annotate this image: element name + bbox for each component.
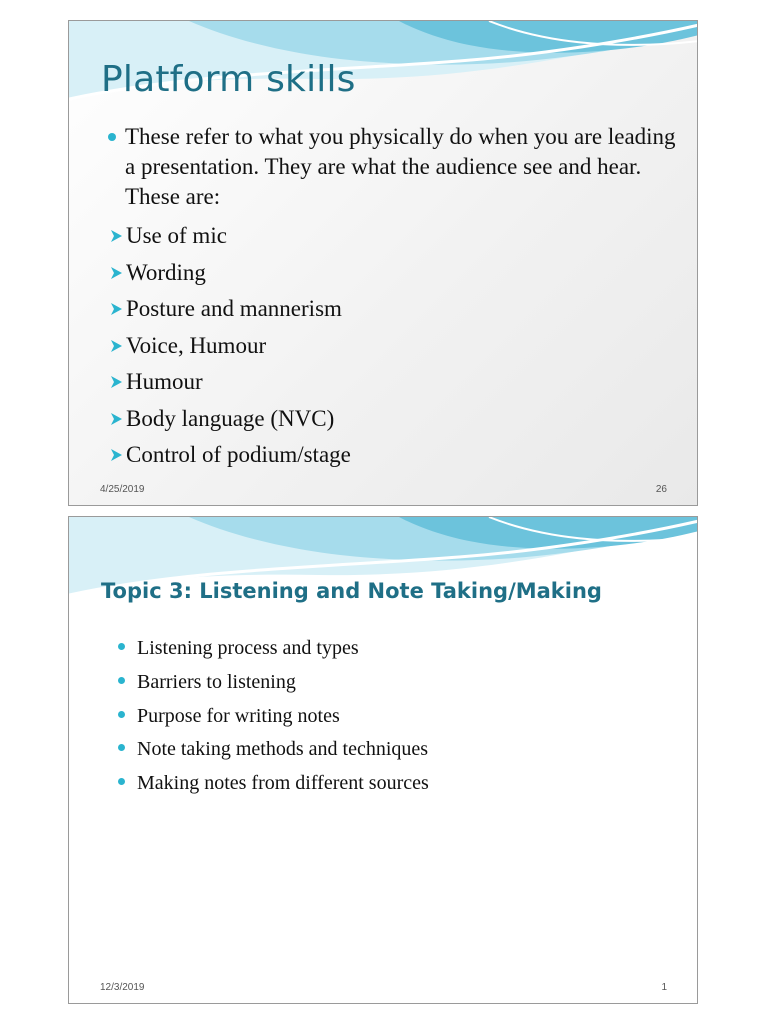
list-item	[107, 255, 677, 292]
list-item-text: Wording	[126, 259, 206, 285]
list-item-text: Voice, Humour	[126, 332, 267, 358]
list-item	[117, 734, 677, 768]
slide-date: 12/3/2019	[100, 982, 145, 993]
bullet-dot-icon	[118, 677, 125, 684]
slide-body	[107, 122, 677, 474]
arrow-bullet-icon	[107, 300, 125, 318]
list-item-text: Purpose for writing notes	[137, 704, 340, 727]
slide-topic-3	[68, 516, 698, 1004]
slide-page-number: 1	[661, 982, 667, 993]
list-item	[117, 633, 677, 667]
arrow-bullet-icon	[107, 373, 125, 391]
slide-title: Topic 3: Listening and Note Taking/Making	[101, 579, 602, 603]
bullet-dot-icon	[118, 643, 125, 650]
list-item-text: Use of mic	[126, 223, 227, 249]
list-item-text: Note taking methods and techniques	[137, 738, 429, 761]
list-item	[107, 401, 677, 438]
slide-title: Platform skills	[101, 59, 356, 100]
arrow-bullet-icon	[107, 264, 125, 282]
arrow-bullet-icon	[107, 227, 125, 245]
list-item-text: Making notes from different sources	[137, 772, 429, 795]
slide-date: 4/25/2019	[100, 484, 145, 495]
topics-list	[117, 633, 677, 802]
list-item	[107, 437, 677, 474]
list-item-text: Humour	[126, 369, 203, 395]
bullet-dot-icon	[118, 711, 125, 718]
list-item-text: Body language (NVC)	[126, 405, 335, 431]
bullet-dot-icon	[118, 778, 125, 785]
list-item	[117, 667, 677, 701]
bullet-dot-icon	[108, 133, 116, 141]
skills-list	[107, 218, 677, 474]
slide-platform-skills	[68, 20, 698, 506]
bullet-dot-icon	[118, 744, 125, 751]
list-item-text: Listening process and types	[137, 637, 359, 659]
intro-bullet	[107, 122, 677, 212]
list-item	[107, 291, 677, 328]
intro-text: These refer to what you physically do when you are leading a presentation. They are what the audience see and hear. These are:	[125, 124, 676, 209]
list-item	[107, 328, 677, 365]
arrow-bullet-icon	[107, 337, 125, 355]
slide-page-number: 26	[655, 484, 667, 495]
list-item-text: Posture and mannerism	[126, 296, 342, 322]
list-item	[107, 364, 677, 401]
list-item-text: Barriers to listening	[137, 670, 296, 693]
arrow-bullet-icon	[107, 446, 125, 464]
arrow-bullet-icon	[107, 410, 125, 428]
list-item	[117, 768, 677, 802]
list-item-text: Control of podium/stage	[126, 442, 351, 468]
list-item	[117, 701, 677, 735]
list-item	[107, 218, 677, 255]
